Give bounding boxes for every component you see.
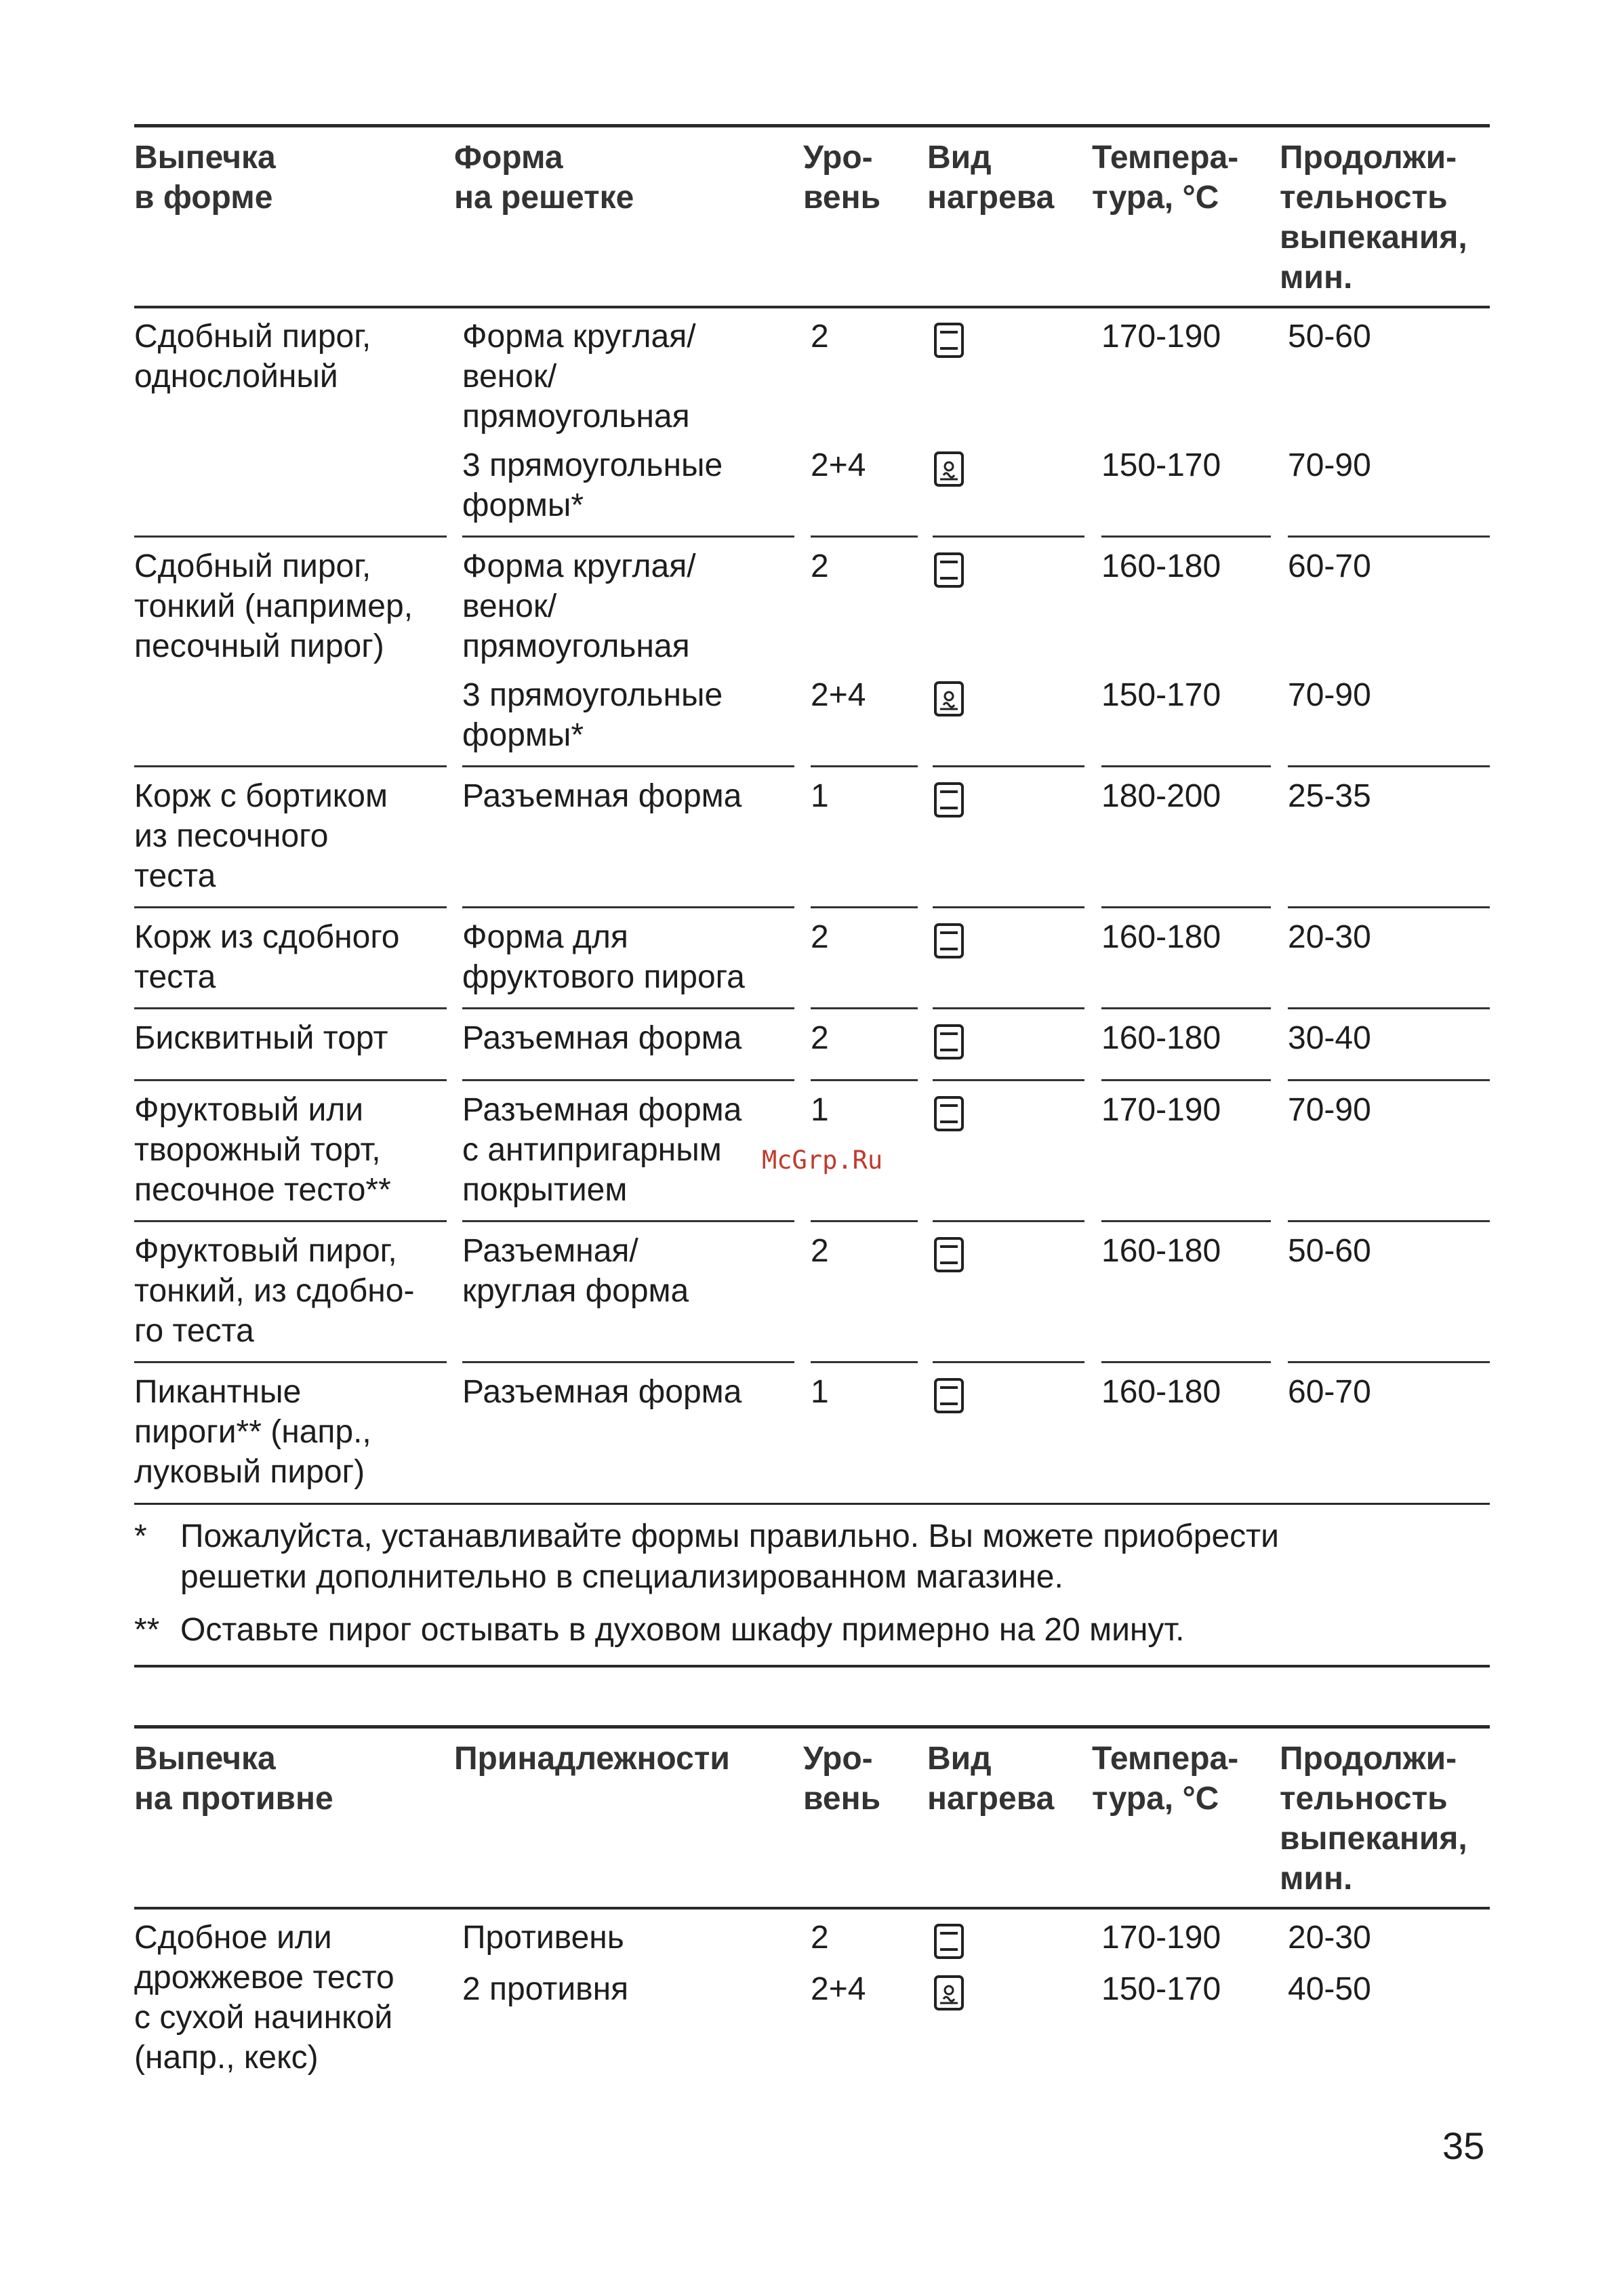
footnote-2-mark: **: [134, 1612, 160, 1648]
table1-header-col2: Форма на решетке: [454, 140, 634, 216]
table2-header-col1: Выпечка на противне: [134, 1741, 333, 1817]
table1-row5-item0-form: Разъемная форма с антипригарным покрытием: [462, 1092, 742, 1208]
table2-row0-item0-level: 2: [811, 1920, 829, 1956]
table2-header-col3: Уро- вень: [803, 1741, 881, 1817]
page-number: 35: [1442, 2124, 1485, 2167]
table1-row4-item0-level: 2: [811, 1020, 829, 1056]
table1-row2-item0-level: 1: [811, 778, 829, 814]
table1-row0-name: Сдобный пирог, однослойный: [134, 319, 371, 395]
table1-row7-item0-level: 1: [811, 1374, 829, 1410]
top-bottom-heat-icon: [933, 1236, 965, 1273]
table2-row0-item1-form: 2 противня: [462, 1971, 629, 2007]
table1-row4-name: Бисквитный торт: [134, 1020, 388, 1056]
table2-row0-item1-temp: 150-170: [1101, 1971, 1221, 2007]
footnotes-bottom-rule: [134, 1665, 1490, 1668]
hot-air-icon: [933, 681, 965, 717]
table1-row3-item0-form: Форма для фруктового пирога: [462, 919, 745, 995]
top-bottom-heat-icon: [933, 923, 965, 959]
table1-row0-item0-time: 50-60: [1288, 319, 1371, 355]
table2-row0-item1-time: 40-50: [1288, 1971, 1371, 2007]
table1-row1-item0-time: 60-70: [1288, 548, 1371, 584]
table1-row3-item0-temp: 160-180: [1101, 919, 1221, 955]
table2-header-rule: [134, 1907, 1490, 1910]
table1-top-rule: [134, 124, 1490, 127]
table1-row4-item0-temp: 160-180: [1101, 1020, 1221, 1056]
table2-row0-item0-temp: 170-190: [1101, 1920, 1221, 1956]
table1-row6-item0-temp: 160-180: [1101, 1233, 1221, 1269]
footnote-2-text: Оставьте пирог остывать в духовом шкафу примерно на 20 минут.: [180, 1612, 1185, 1648]
table1-row0-item0-level: 2: [811, 319, 829, 355]
table1-row2-name: Корж с бортиком из песочного теста: [134, 778, 388, 894]
table1-row5-name: Фруктовый или творожный торт, песочное тесто**: [134, 1092, 391, 1208]
table1-row1-item0-temp: 160-180: [1101, 548, 1221, 584]
table1-row3-item0-time: 20-30: [1288, 919, 1371, 955]
table1-row0-item0-form: Форма круглая/ венок/ прямоугольная: [462, 319, 696, 435]
table2-row0-item1-level: 2+4: [811, 1971, 866, 2007]
watermark: McGrp.Ru: [762, 1146, 883, 1175]
table1-row7-item0-time: 60-70: [1288, 1374, 1371, 1410]
table1-row0-item1-form: 3 прямоугольные формы*: [462, 447, 723, 523]
footnote-1-text: Пожалуйста, устанавливайте формы правильно. Вы можете приобрести решетки дополнительно в специализированном магазине.: [180, 1518, 1279, 1595]
table2-header-col6: Продолжи- тельность выпекания, мин.: [1280, 1741, 1467, 1897]
hot-air-icon: [933, 451, 965, 487]
table1-header-col6: Продолжи- тельность выпекания, мин.: [1280, 140, 1467, 296]
hot-air-icon: [933, 1975, 965, 2011]
table2-row0-item0-form: Противень: [462, 1920, 624, 1956]
table1-row6-item0-level: 2: [811, 1233, 829, 1269]
table1-row1-item1-level: 2+4: [811, 677, 866, 713]
table1-row1-item1-time: 70-90: [1288, 677, 1371, 713]
table1-row1-item0-level: 2: [811, 548, 829, 584]
table2-header-col5: Темпера- тура, °C: [1092, 1741, 1239, 1817]
table1-row3-item0-level: 2: [811, 919, 829, 955]
table1-row2-item0-temp: 180-200: [1101, 778, 1221, 814]
top-bottom-heat-icon: [933, 552, 965, 588]
table1-row6-item0-time: 50-60: [1288, 1233, 1371, 1269]
top-bottom-heat-icon: [933, 1923, 965, 1960]
table1-header-col3: Уро- вень: [803, 140, 881, 216]
top-bottom-heat-icon: [933, 1377, 965, 1414]
table1-row0-item1-temp: 150-170: [1101, 447, 1221, 483]
table1-row7-item0-temp: 160-180: [1101, 1374, 1221, 1410]
table2-header-col2: Принадлежности: [454, 1741, 730, 1777]
table1-row0-item0-temp: 170-190: [1101, 319, 1221, 355]
table2-row0-item0-time: 20-30: [1288, 1920, 1371, 1956]
table1-row1-item1-form: 3 прямоугольные формы*: [462, 677, 723, 753]
table1-row6-item0-form: Разъемная/ круглая форма: [462, 1233, 689, 1309]
table1-header-col4: Вид нагрева: [927, 140, 1055, 216]
table1-row1-item0-form: Форма круглая/ венок/ прямоугольная: [462, 548, 696, 664]
top-bottom-heat-icon: [933, 782, 965, 818]
table1-row5-item0-temp: 170-190: [1101, 1092, 1221, 1128]
table2-header-col4: Вид нагрева: [927, 1741, 1055, 1817]
footnote-1-mark: *: [134, 1518, 147, 1554]
top-bottom-heat-icon: [933, 1095, 965, 1132]
table2-top-rule: [134, 1725, 1490, 1729]
table1-row0-item1-level: 2+4: [811, 447, 866, 483]
table1-bottom-rule: [134, 1503, 1490, 1505]
table1-row4-item0-time: 30-40: [1288, 1020, 1371, 1056]
top-bottom-heat-icon: [933, 1024, 965, 1060]
table1-row6-name: Фруктовый пирог, тонкий, из сдобно- го теста: [134, 1233, 415, 1349]
table1-row2-item0-time: 25-35: [1288, 778, 1371, 814]
table1-header-rule: [134, 306, 1490, 308]
table1-header-col5: Темпера- тура, °C: [1092, 140, 1239, 216]
table1-row1-name: Сдобный пирог, тонкий (например, песочный пирог): [134, 548, 413, 664]
table1-row0-item1-time: 70-90: [1288, 447, 1371, 483]
table1-row3-name: Корж из сдобного теста: [134, 919, 400, 995]
table1-row4-item0-form: Разъемная форма: [462, 1020, 742, 1056]
table1-row5-item0-level: 1: [811, 1092, 829, 1128]
table1-row5-item0-time: 70-90: [1288, 1092, 1371, 1128]
table1-row7-name: Пикантные пироги** (напр., луковый пирог): [134, 1374, 371, 1490]
table1-row7-item0-form: Разъемная форма: [462, 1374, 742, 1410]
table1-row2-item0-form: Разъемная форма: [462, 778, 742, 814]
table1-row1-item1-temp: 150-170: [1101, 677, 1221, 713]
table2-row0-name: Сдобное или дрожжевое тесто с сухой начинкой (напр., кекс): [134, 1920, 394, 2076]
top-bottom-heat-icon: [933, 322, 965, 359]
table1-header-col1: Выпечка в форме: [134, 140, 276, 216]
